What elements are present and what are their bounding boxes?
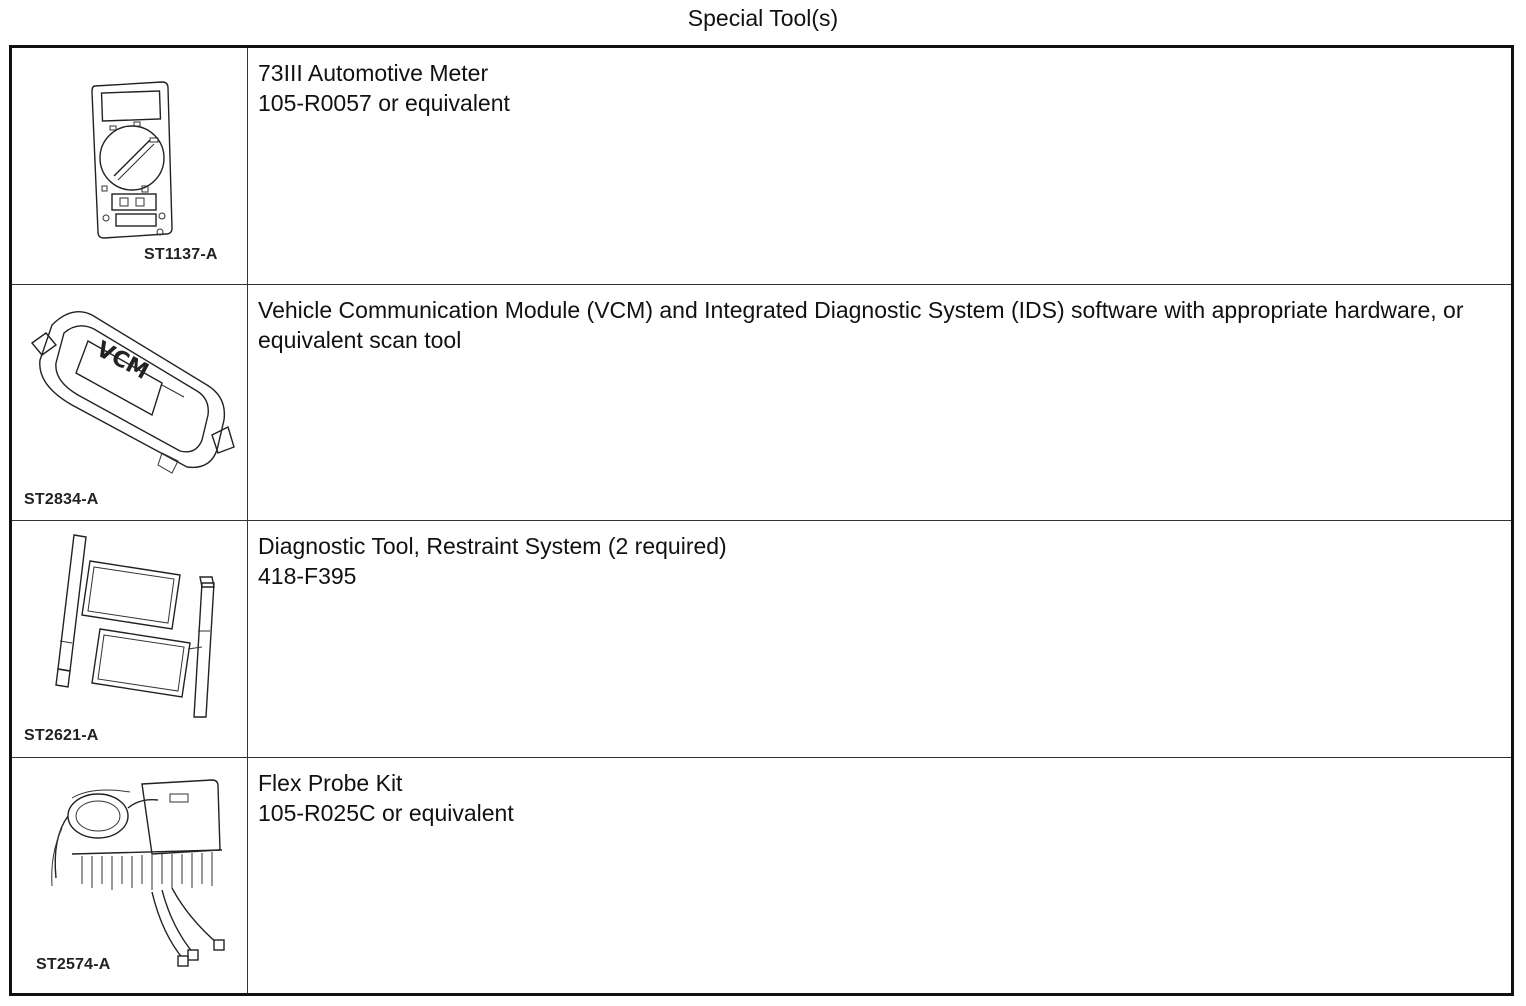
tool-description-cell — [248, 758, 1511, 994]
tool-description-cell — [248, 48, 1511, 284]
tool-name: Vehicle Communication Module (VCM) and Integrated Diagnostic System (IDS) software with appropriate hardware, or equivalent scan tool — [258, 296, 1470, 353]
tool-description-cell — [248, 285, 1511, 521]
table-row — [12, 758, 1511, 994]
tool-figure-cell — [12, 758, 248, 994]
tool-part-number: 105-R025C or equivalent — [258, 799, 514, 826]
restraint-diagnostic-tool-illustration-icon — [12, 521, 247, 757]
table-row — [12, 48, 1511, 285]
tool-figure-cell — [12, 521, 248, 757]
figure-label: ST2574-A — [36, 955, 111, 973]
special-tools-table — [9, 45, 1514, 996]
figure-label: ST2834-A — [24, 490, 99, 508]
tool-name: 73III Automotive Meter — [258, 60, 489, 86]
tool-part-number: 418-F395 — [258, 563, 357, 589]
tool-figure-cell — [12, 48, 248, 284]
table-row — [12, 285, 1511, 522]
tool-description-cell — [248, 521, 1511, 757]
figure-label: ST2621-A — [24, 727, 99, 744]
tool-part-number: 105-R0057 or equivalent — [258, 90, 510, 116]
vcm-module-illustration-icon — [12, 285, 247, 521]
svg-text:VCM: VCM — [91, 336, 153, 385]
page-title: Special Tool(s) — [687, 5, 839, 31]
tool-name: Flex Probe Kit — [258, 769, 403, 796]
table-row — [12, 521, 1511, 758]
tool-name: Diagnostic Tool, Restraint System (2 required) — [258, 533, 727, 559]
tool-figure-cell — [12, 285, 248, 521]
figure-label: ST1137-A — [144, 246, 218, 263]
